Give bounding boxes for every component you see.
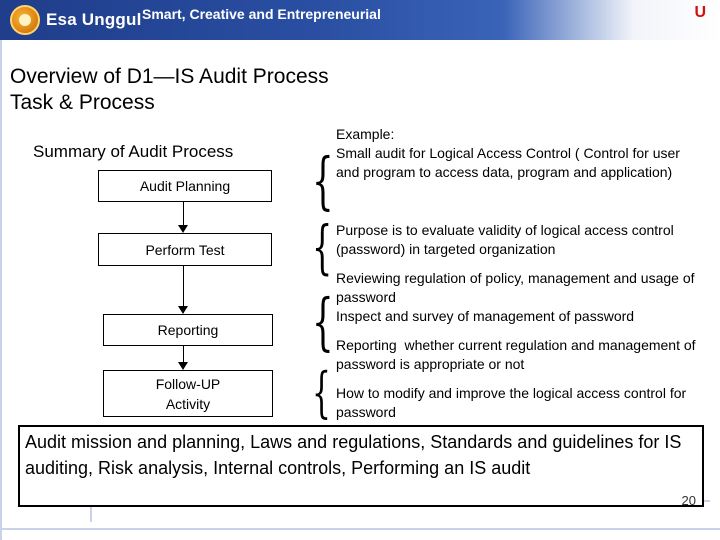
example-text	[336, 125, 706, 182]
flow-box-audit-planning: Audit Planning	[98, 170, 272, 202]
logo-text: Esa Unggul	[46, 10, 142, 29]
page-title: Overview of D1—IS Audit Process Task & Process	[10, 65, 329, 114]
corner-letter: U	[694, 4, 706, 21]
arrow-down-icon	[178, 362, 188, 370]
test-line-1: Reviewing regulation of policy, management and usage of password	[336, 270, 695, 305]
example-heading: Example:	[336, 126, 395, 142]
flow-connector-1	[183, 202, 184, 226]
left-brace-icon: {	[312, 361, 331, 424]
flow-box-follow-up	[103, 370, 273, 417]
example-body: Small audit for Logical Access Control ( Control for user and program to access data, program and application)	[336, 145, 680, 180]
flow-box-follow-up-label: Follow-UP Activity	[155, 375, 221, 412]
frame-left-line	[0, 40, 2, 540]
frame-bottom-line	[0, 528, 720, 530]
left-brace-icon: {	[312, 285, 334, 358]
left-brace-icon: {	[312, 213, 333, 281]
tagline: Smart, Creative and Entrepreneurial	[142, 6, 381, 22]
test-line-2: Inspect and survey of management of password	[336, 308, 635, 324]
test-text	[336, 269, 711, 326]
flow-box-reporting: Reporting	[103, 314, 273, 346]
flow-connector-3	[183, 346, 184, 363]
reporting-text: Reporting whether current regulation and management of password is appropriate or not	[336, 337, 700, 372]
logo	[10, 4, 142, 36]
purpose-text: Purpose is to evaluate validity of logical access control (password) in targeted organization	[336, 222, 674, 257]
overlay-summary-box	[18, 425, 704, 507]
arrow-down-icon	[178, 225, 188, 233]
header-banner	[0, 0, 720, 40]
follow-up-text: How to modify and improve the logical access control for password	[336, 385, 687, 420]
flow-connector-2	[183, 266, 184, 307]
page-number: 20	[681, 493, 696, 508]
left-brace-icon: {	[312, 144, 334, 217]
flow-box-perform-test: Perform Test	[98, 233, 272, 266]
section-subtitle: Summary of Audit Process	[33, 142, 234, 161]
arrow-down-icon	[178, 306, 188, 314]
university-logo-icon	[10, 5, 40, 35]
overlay-summary-text: Audit mission and planning, Laws and regulations, Standards and guidelines for IS auditing, Risk analysis, Internal controls, Performing an IS audit	[25, 432, 682, 478]
